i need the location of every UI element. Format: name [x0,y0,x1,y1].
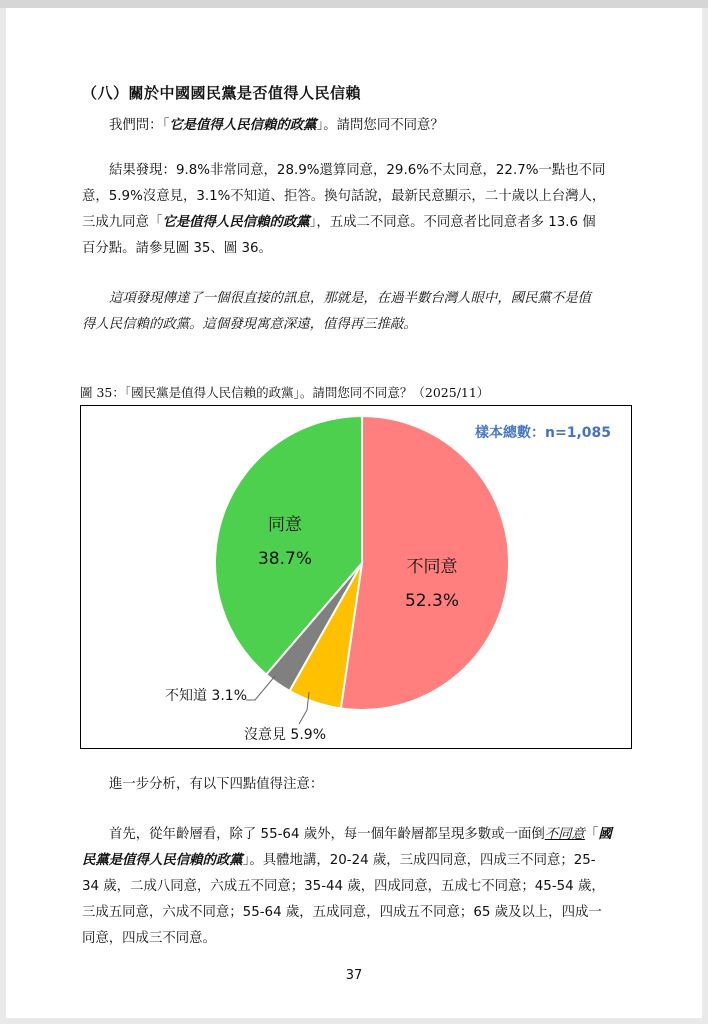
insight-line-2: 得人民信賴的政黨。這個發現寓意深遠，值得再三推敲。 [82,317,417,332]
question-prefix: 我們問：「 [109,118,170,133]
agree-label: 同意 [268,515,302,535]
insight-paragraph [82,286,634,338]
section-heading: （八）關於中國國民黨是否值得人民信賴 [82,84,362,102]
analysis-line-5: 同意，四成三不同意。 [82,931,216,946]
results-line-3 [82,210,634,236]
page-number: 37 [345,968,363,983]
analysis-quote-start: 國 [598,827,612,842]
results-line-2: 意，5.9%沒意見，3.1%不知道、拒答。換句話說，最新民意顯示，二十歲以上台灣人， [82,189,606,204]
analysis-line-4: 三成五同意，六成不同意；55-64 歲，五成同意，四成五不同意；65 歲及以上，四成一 [82,905,602,920]
analysis-intro-text: 進一步分析，有以下四點值得注意： [109,777,324,792]
results-line-4: 百分點。請參見圖 35、圖 36。 [82,241,272,256]
results-paragraph [82,158,634,262]
analysis-line-2 [82,848,634,874]
insight-line-1: 這項發現傳達了一個很直接的訊息，那就是，在過半數台灣人眼中，國民黨不是值 [109,291,592,306]
disagree-value: 52.3% [404,591,460,611]
agree-value: 38.7% [257,549,313,569]
unknown-leader-line [246,676,275,700]
analysis-line-3: 34 歲，二成八同意，六成五不同意；35-44 歲，四成同意，五成七不同意；45-54 歲， [82,879,605,894]
unknown-label: 不知道 3.1% [164,688,248,704]
analysis-line-1 [82,822,634,848]
pie-chart-frame [80,405,632,749]
results-line-3-quote: 它是值得人民信賴的政黨 [162,215,310,230]
pie-chart [81,406,630,747]
viewer-top-bar [0,0,708,8]
question-suffix: 」。請問您同不同意？ [316,118,444,133]
disagree-label: 不同意 [406,557,458,577]
analysis-line-2-suffix: 」。具體地講，20-24 歲，三成四同意，四成三不同意；25- [242,853,596,868]
results-line-3-prefix: 三成九同意「 [82,215,163,230]
question-paragraph [82,113,634,139]
results-line-1: 結果發現：9.8%非常同意，28.9%還算同意，29.6%不太同意，22.7%一點也不同 [109,163,606,178]
analysis-quote-end: 民黨是值得人民信賴的政黨 [82,853,243,868]
figure-caption: 圖 35：「國民黨是值得人民信賴的政黨」。請問您同不同意？（2025/11） [80,385,490,400]
analysis-line-1-prefix: 首先，從年齡層看，除了 55-64 歲外，每一個年齡層都呈現多數或一面倒 [109,827,545,842]
sample-size-label: 樣本總數：n=1,085 [475,425,611,441]
analysis-underline: 不同意 [544,827,585,842]
no-opinion-label: 沒意見 5.9% [243,727,327,743]
results-line-3-suffix: 」，五成二不同意。不同意者比同意者多 13.6 個 [309,215,596,230]
analysis-paragraph [82,822,634,952]
analysis-open-quote: 「 [584,827,599,842]
analysis-intro [82,772,634,798]
question-quote: 它是值得人民信賴的政黨 [169,118,317,133]
